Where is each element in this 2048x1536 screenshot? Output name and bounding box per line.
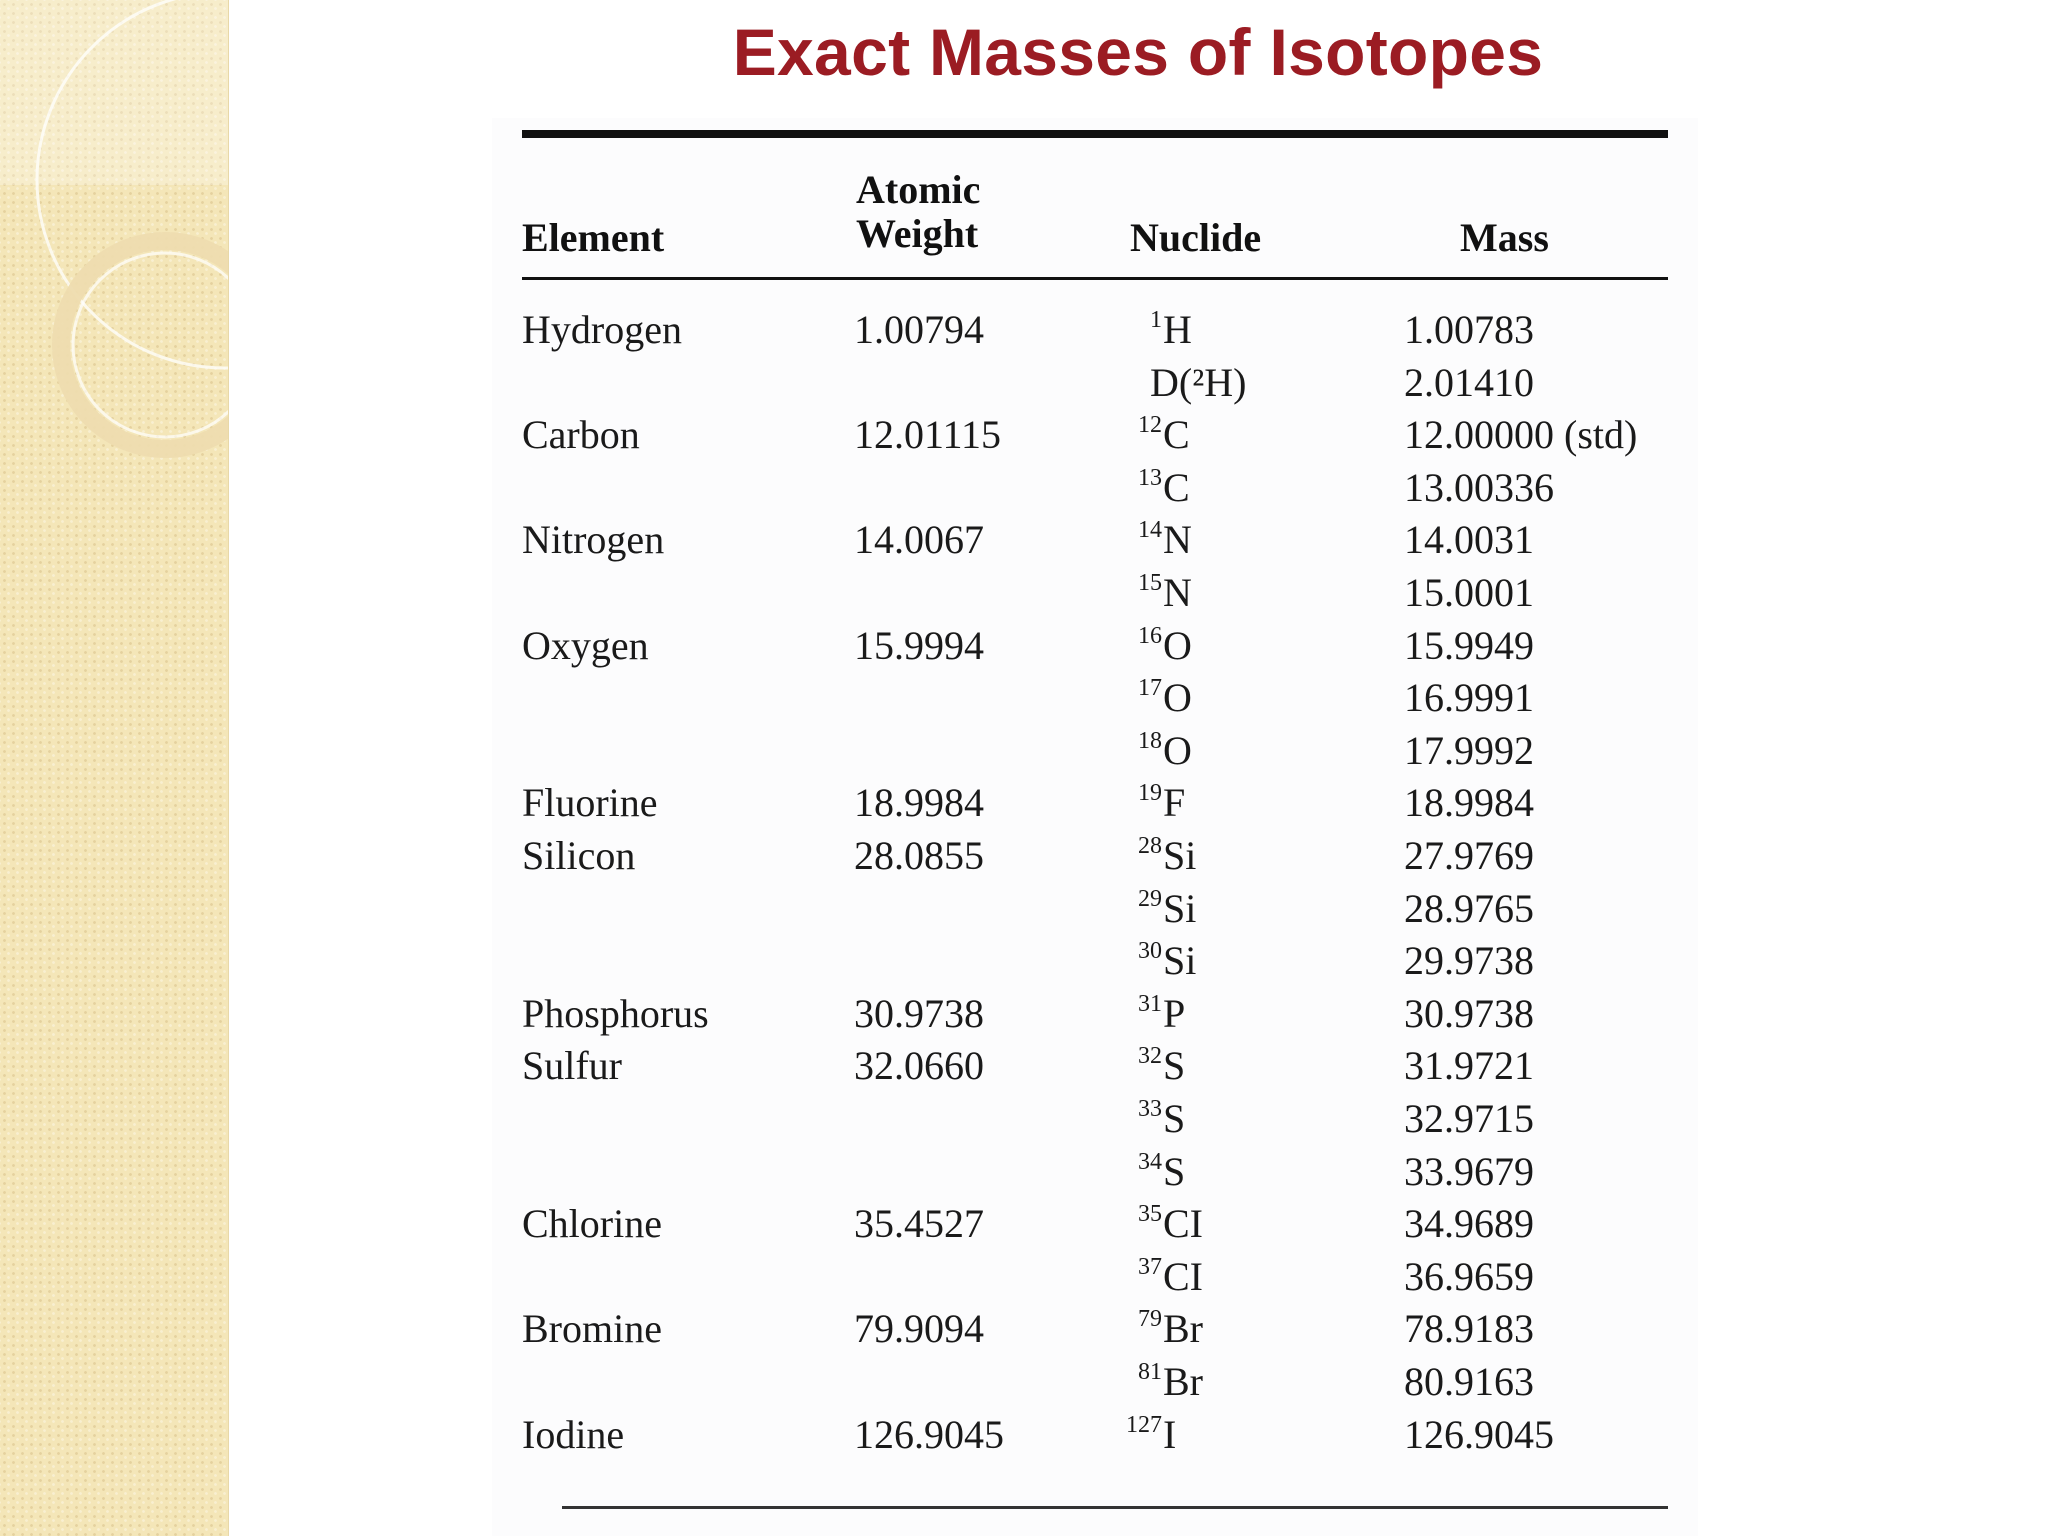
nuclide-symbol: H <box>1163 307 1192 352</box>
mass-number-superscript: 1 <box>1150 307 1162 333</box>
table-row <box>492 357 1698 409</box>
header-nuclide: Nuclide <box>1130 215 1262 260</box>
nuclide-cell <box>1138 1251 1203 1309</box>
table-row <box>492 304 1698 356</box>
nuclide-cell <box>1138 1040 1185 1098</box>
table-row <box>492 935 1698 987</box>
nuclide-symbol: CI <box>1163 1253 1203 1299</box>
nuclide-cell <box>1138 830 1196 888</box>
nuclide-symbol: O <box>1163 675 1192 721</box>
nuclide-symbol: Si <box>1163 885 1197 931</box>
mass-number-superscript: 12 <box>1138 412 1162 439</box>
table-row <box>492 1146 1698 1198</box>
nuclide-symbol: S <box>1163 1148 1186 1194</box>
header-element: Element <box>522 215 665 260</box>
atomic-weight-cell: 1.00794 <box>854 307 984 352</box>
mass-number-superscript: 17 <box>1138 675 1162 702</box>
nuclide-symbol: Br <box>1163 1306 1203 1352</box>
mass-number-superscript: 81 <box>1138 1359 1162 1385</box>
nuclide-cell <box>1138 883 1196 941</box>
nuclide-cell <box>1138 935 1196 993</box>
table-row <box>492 409 1698 461</box>
mass-cell: 15.9949 <box>1404 622 1534 668</box>
mass-cell: 36.9659 <box>1404 1253 1534 1299</box>
table-row <box>492 1040 1698 1092</box>
mass-cell: 32.9715 <box>1404 1096 1534 1141</box>
mass-cell: 30.9738 <box>1404 990 1534 1036</box>
mass-cell: 34.9689 <box>1404 1201 1534 1247</box>
table-bottom-rule <box>562 1506 1668 1509</box>
atomic-weight-cell: 32.0660 <box>854 1043 984 1089</box>
mass-cell: 15.0001 <box>1404 570 1534 615</box>
mass-cell: 12.00000 (std) <box>1404 412 1638 458</box>
nuclide-symbol: Si <box>1163 938 1197 984</box>
table-row <box>492 567 1698 619</box>
mass-number-superscript: 30 <box>1138 938 1162 965</box>
nuclide-cell <box>1138 567 1192 625</box>
element-cell: Iodine <box>522 1411 625 1457</box>
table-row <box>492 1356 1698 1408</box>
nuclide-symbol: CI <box>1163 1201 1203 1247</box>
nuclide-symbol: Br <box>1163 1359 1203 1404</box>
mass-number-superscript: 33 <box>1138 1096 1162 1122</box>
atomic-weight-cell: 14.0067 <box>854 517 984 563</box>
atomic-weight-cell: 126.9045 <box>854 1411 1004 1457</box>
mass-cell: 78.9183 <box>1404 1306 1534 1352</box>
nuclide-cell <box>1138 725 1192 783</box>
element-cell: Sulfur <box>522 1043 622 1089</box>
isotope-table <box>492 118 1698 1536</box>
mass-cell: 2.01410 <box>1404 359 1534 405</box>
nuclide-cell <box>1138 514 1192 572</box>
table-row <box>492 777 1698 829</box>
atomic-weight-cell: 18.9984 <box>854 780 984 826</box>
mass-number-superscript: 79 <box>1138 1306 1162 1333</box>
nuclide-symbol: C <box>1163 464 1190 510</box>
atomic-weight-cell: 30.9738 <box>854 990 984 1036</box>
table-row <box>492 1251 1698 1303</box>
table-row <box>492 830 1698 882</box>
decorative-sidebar <box>0 0 229 1536</box>
mass-cell: 17.9992 <box>1404 727 1534 773</box>
element-cell: Hydrogen <box>522 307 682 352</box>
header-atomic-weight-line2: Weight <box>856 211 979 256</box>
element-cell: Carbon <box>522 412 640 458</box>
table-row <box>492 1198 1698 1250</box>
nuclide-symbol: P <box>1163 990 1186 1036</box>
mass-cell: 14.0031 <box>1404 517 1534 563</box>
nuclide-symbol: Si <box>1163 833 1197 878</box>
mass-cell: 16.9991 <box>1404 675 1534 721</box>
mass-number-superscript: 18 <box>1138 727 1162 754</box>
mass-number-superscript: 37 <box>1138 1253 1162 1280</box>
atomic-weight-cell: 28.0855 <box>854 833 984 878</box>
mass-cell: 1.00783 <box>1404 307 1534 352</box>
element-cell: Chlorine <box>522 1201 662 1247</box>
mass-number-superscript: 13 <box>1138 464 1162 491</box>
mass-number-superscript: 31 <box>1138 990 1162 1017</box>
header-atomic-weight <box>856 168 980 256</box>
mass-number-superscript: 127 <box>1126 1411 1162 1438</box>
nuclide-symbol: I <box>1163 1411 1177 1457</box>
nuclide-symbol: N <box>1163 570 1192 615</box>
mass-cell: 13.00336 <box>1404 464 1554 510</box>
mass-number-superscript: 34 <box>1138 1148 1162 1175</box>
element-cell: Fluorine <box>522 780 658 826</box>
mass-cell: 27.9769 <box>1404 833 1534 878</box>
atomic-weight-cell: 12.01115 <box>854 412 1002 458</box>
table-row <box>492 620 1698 672</box>
nuclide-symbol: C <box>1163 412 1190 458</box>
table-row <box>492 883 1698 935</box>
nuclide-cell <box>1138 672 1192 730</box>
nuclide-cell <box>1126 1409 1176 1467</box>
table-row <box>492 725 1698 777</box>
mass-number-superscript: 16 <box>1138 622 1162 649</box>
nuclide-cell <box>1138 620 1192 678</box>
atomic-weight-cell: 35.4527 <box>854 1201 984 1247</box>
mass-number-superscript: 32 <box>1138 1043 1162 1070</box>
nuclide-symbol: N <box>1163 517 1192 563</box>
mass-number-superscript: 19 <box>1138 780 1162 807</box>
nuclide-cell <box>1138 988 1185 1046</box>
nuclide-cell <box>1138 409 1190 467</box>
mass-number-superscript: 29 <box>1138 885 1162 912</box>
table-row <box>492 988 1698 1040</box>
element-cell: Nitrogen <box>522 517 665 563</box>
nuclide-cell: D(²H) <box>1150 359 1247 405</box>
mass-number-superscript: 35 <box>1138 1201 1162 1228</box>
table-row <box>492 1093 1698 1145</box>
nuclide-symbol: S <box>1163 1043 1186 1089</box>
nuclide-cell <box>1138 462 1190 520</box>
nuclide-cell <box>1138 1303 1203 1361</box>
table-row <box>492 462 1698 514</box>
mass-cell: 126.9045 <box>1404 1411 1554 1457</box>
table-row <box>492 514 1698 566</box>
table-row <box>492 672 1698 724</box>
mass-cell: 28.9765 <box>1404 885 1534 931</box>
header-atomic-weight-line1: Atomic <box>856 167 981 212</box>
mass-number-superscript: 14 <box>1138 517 1162 544</box>
mass-cell: 33.9679 <box>1404 1148 1534 1194</box>
atomic-weight-cell: 79.9094 <box>854 1306 984 1352</box>
nuclide-cell <box>1138 777 1185 835</box>
element-cell: Oxygen <box>522 622 649 668</box>
mass-cell: 29.9738 <box>1404 938 1534 984</box>
table-row <box>492 1303 1698 1355</box>
mass-number-superscript: 28 <box>1138 833 1162 859</box>
table-row <box>492 1409 1698 1461</box>
element-cell: Phosphorus <box>522 990 709 1036</box>
mass-cell: 80.9163 <box>1404 1359 1534 1404</box>
mass-cell: 18.9984 <box>1404 780 1534 826</box>
nuclide-cell <box>1138 1356 1203 1414</box>
nuclide-symbol: S <box>1163 1096 1186 1141</box>
decorative-rings <box>0 0 228 520</box>
nuclide-symbol: O <box>1163 727 1192 773</box>
nuclide-cell <box>1150 304 1192 362</box>
header-mass: Mass <box>1460 215 1549 260</box>
nuclide-cell <box>1138 1146 1185 1204</box>
slide-title: Exact Masses of Isotopes <box>732 15 1544 89</box>
mass-number-superscript: 15 <box>1138 570 1162 596</box>
table-header-rule <box>522 277 1668 280</box>
mass-cell: 31.9721 <box>1404 1043 1534 1089</box>
table-top-rule <box>522 130 1668 138</box>
element-cell: Silicon <box>522 833 636 878</box>
atomic-weight-cell: 15.9994 <box>854 622 984 668</box>
nuclide-symbol: O <box>1163 622 1192 668</box>
nuclide-symbol: F <box>1163 780 1186 826</box>
nuclide-cell <box>1138 1093 1185 1151</box>
element-cell: Bromine <box>522 1306 662 1352</box>
nuclide-cell <box>1138 1198 1203 1256</box>
